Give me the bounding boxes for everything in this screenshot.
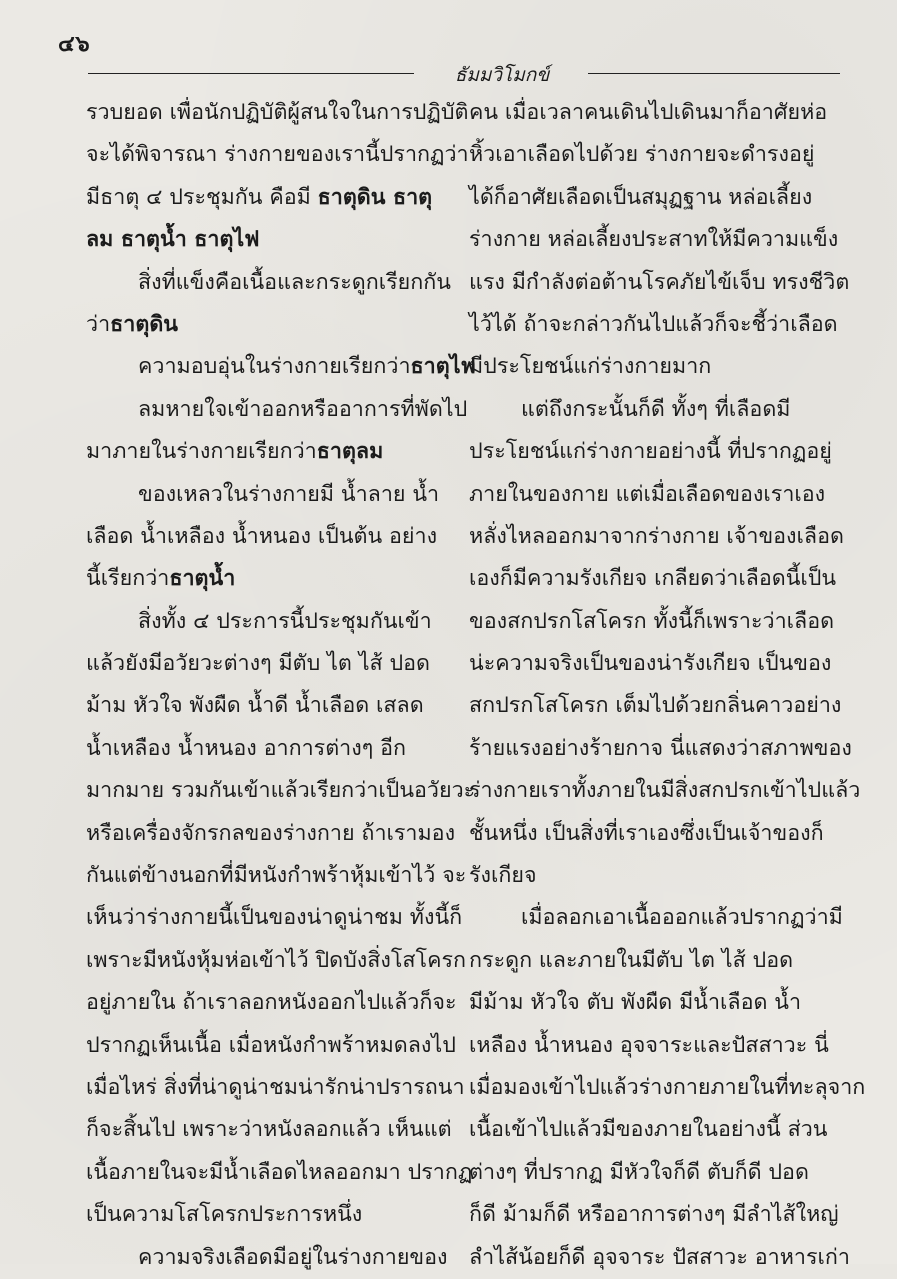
text-line (86, 685, 441, 727)
text-line (86, 1067, 465, 1109)
line-text: ของสกปรกโสโครก ทั้งนี้ก็เพราะว่าเลือด (469, 608, 835, 634)
text-line (469, 855, 825, 897)
line-text: ไว้ได้ ถ้าจะกล่าวกันไปแล้วก็จะชี้ว่าเลือด (469, 311, 838, 337)
line-text: แต่ถึงกระนั้นก็ดี ทั้งๆ ที่เลือดมี (521, 396, 791, 422)
text-line (469, 177, 825, 219)
text-line (469, 728, 852, 770)
line-text: ม้าม หัวใจ พังผืด น้ำดี น้ำเลือด เสลด (86, 693, 424, 719)
text-line (86, 770, 476, 812)
text-line (86, 134, 469, 176)
line-text: เป็นความโสโครกประการหนึ่ง (86, 1202, 363, 1228)
text-line (86, 601, 441, 643)
bold-term: ลม ธาตุน้ำ ธาตุไฟ (86, 227, 260, 253)
line-text: สกปรกโสโครก เต็มไปด้วยกลิ่นคาวอย่าง (469, 693, 842, 719)
text-line (86, 431, 441, 473)
text-line (469, 643, 832, 685)
line-text: ก็จะสิ้นไป เพราะว่าหนังลอกแล้ว เห็นแต่ (86, 1117, 452, 1143)
bold-term: ธาตุดิน ธาตุ (317, 184, 433, 210)
text-line (86, 982, 457, 1024)
text-line (469, 262, 850, 304)
line-text: เนื้อภายในจะมีน้ำเลือดไหลออกมา ปรากฏ (86, 1159, 473, 1185)
text-line (469, 134, 825, 176)
line-text: สิ่งทั้ง ๔ ประการนี้ประชุมกันเข้า (138, 608, 432, 634)
line-text: หรือเครื่องจักรกลของร่างกาย ถ้าเรามอง (86, 820, 456, 846)
line-text: มีม้าม หัวใจ ตับ พังผืด มีน้ำเลือด น้ำ (469, 990, 802, 1016)
line-text: ความจริงเลือดมีอยู่ในร่างกายของ (138, 1244, 448, 1270)
line-text: แล้วยังมีอวัยวะต่างๆ มีตับ ไต ไส้ ปอด (86, 651, 431, 677)
text-line (469, 1067, 866, 1109)
text-line (86, 855, 467, 897)
line-text: คน เมื่อเวลาคนเดินไปเดินมาก็อาศัยห่อ (469, 100, 828, 125)
text-line (469, 1194, 839, 1236)
line-text: ของเหลวในร่างกายมี น้ำลาย น้ำ (138, 481, 440, 507)
line-text: น้ำเหลือง น้ำหนอง อาการต่างๆ อีก (86, 735, 407, 761)
line-text: แรง มีกำลังต่อต้านโรคภัยไข้เจ็บ ทรงชีวิต (469, 269, 850, 295)
text-line (469, 940, 825, 982)
line-text: นี้เรียกว่า (86, 566, 170, 592)
text-line (469, 601, 835, 643)
line-text: ว่า (86, 311, 111, 337)
text-line (469, 474, 825, 516)
text-line (86, 516, 441, 558)
running-title: ธัมมวิโมกข์ (454, 64, 550, 86)
text-line (469, 813, 825, 855)
line-text: มีธาตุ ๔ ประชุมกัน คือมี (86, 184, 318, 210)
line-text: เมื่อลอกเอาเนื้อออกแล้วปรากฏว่ามี (521, 905, 843, 931)
line-text: อยู่ภายใน ถ้าเราลอกหนังออกไปแล้วก็จะ (86, 990, 457, 1016)
page-number: ๔๖ (58, 32, 91, 57)
line-text: ก็ดี ม้ามก็ดี หรืออาการต่างๆ มีลำไส้ใหญ่ (469, 1202, 839, 1228)
line-text: ร่างกาย หล่อเลี้ยงประสาทให้มีความแข็ง (469, 227, 839, 253)
text-line (469, 1109, 828, 1151)
text-line (86, 813, 456, 855)
line-text: ได้ก็อาศัยเลือดเป็นสมุฏฐาน หล่อเลี้ยง (469, 184, 813, 210)
text-line (86, 643, 441, 685)
line-text: น่ะความจริงเป็นของน่ารังเกียจ เป็นของ (469, 651, 832, 677)
left-text-column (86, 92, 476, 1279)
text-line (86, 304, 441, 346)
line-text: มีประโยชน์แก่ร่างกายมาก (469, 354, 712, 380)
line-text: ต่างๆ ที่ปรากฏ มีหัวใจก็ดี ตับก็ดี ปอด (469, 1159, 809, 1185)
text-line (469, 982, 825, 1024)
text-line (86, 940, 467, 982)
line-text: กันแต่ข้างนอกที่มีหนังกำพร้าหุ้มเข้าไว้ จะ (86, 863, 467, 889)
running-header (88, 60, 840, 90)
text-line (469, 304, 838, 346)
text-line (86, 1237, 448, 1279)
text-line (86, 219, 441, 261)
line-text: กระดูก และภายในมีตับ ไต ไส้ ปอด (469, 947, 794, 973)
text-line (469, 1237, 850, 1279)
line-text: ลำไส้น้อยก็ดี อุจจาระ ปัสสาวะ อาหารเก่า (469, 1244, 850, 1270)
text-line (86, 728, 441, 770)
text-line (469, 1025, 829, 1067)
line-text: เมื่อไหร่ สิ่งที่น่าดูน่าชมน่ารักน่าปรารถนา (86, 1074, 465, 1100)
text-line (469, 558, 837, 600)
line-text: ประโยชน์แก่ร่างกายอย่างนี้ ที่ปรากฏอยู่ (469, 439, 832, 465)
header-rule-right (588, 73, 840, 74)
bold-term: ธาตุน้ำ (169, 566, 236, 592)
text-line (86, 897, 463, 939)
line-text: เหลือง น้ำหนอง อุจจาระและปัสสาวะ นี่ (469, 1032, 829, 1058)
text-line (86, 558, 441, 600)
text-line (86, 1194, 441, 1236)
line-text: รวบยอด เพื่อนักปฏิบัติผู้สนใจในการปฏิบัติ (86, 100, 469, 125)
line-text: หลั่งไหลออกมาจากร่างกาย เจ้าของเลือด (469, 523, 844, 549)
line-text: ความอบอุ่นในร่างกายเรียกว่า (138, 354, 411, 380)
line-text: ร้ายแรงอย่างร้ายกาจ นี่แสดงว่าสภาพของ (469, 735, 852, 761)
text-line (86, 177, 441, 219)
text-line (469, 516, 844, 558)
line-text: ร่างกายเราทั้งภายในมีสิ่งสกปรกเข้าไปแล้ว (469, 778, 861, 804)
line-text: เองก็มีความรังเกียจ เกลียดว่าเลือดนี้เป็น (469, 566, 837, 592)
text-line (469, 685, 842, 727)
text-line (469, 1152, 825, 1194)
line-text: จะได้พิจารณา ร่างกายของเรานี้ปรากฏว่า (86, 142, 469, 168)
text-line (86, 1025, 456, 1067)
line-text: เมื่อมองเข้าไปแล้วร่างกายภายในที่ทะลุจาก (469, 1074, 866, 1100)
text-line (86, 346, 476, 388)
line-text: ปรากฏเห็นเนื้อ เมื่อหนังกำพร้าหมดลงไป (86, 1032, 456, 1058)
text-line (469, 770, 861, 812)
bold-term: ธาตุไฟ (410, 354, 476, 380)
line-text: เห็นว่าร่างกายนี้เป็นของน่าดูน่าชม ทั้งนี้ก็ (86, 905, 463, 931)
line-text: เพราะมีหนังหุ้มห่อเข้าไว้ ปิดบังสิ่งโสโครก (86, 947, 467, 973)
bold-term: ธาตุลม (316, 439, 384, 465)
text-line (469, 346, 825, 388)
header-rule-left (88, 73, 414, 74)
line-text: รังเกียจ (469, 863, 537, 889)
text-line (86, 1152, 473, 1194)
line-text: หิ้วเอาเลือดไปด้วย ร่างกายจะดำรงอยู่ (469, 142, 815, 168)
text-line (86, 389, 468, 431)
line-text: ลมหายใจเข้าออกหรืออาการที่พัดไป (138, 396, 468, 422)
text-line (469, 92, 828, 134)
right-text-column (469, 92, 866, 1279)
text-line (469, 431, 832, 473)
line-text: ภายในของกาย แต่เมื่อเลือดของเราเอง (469, 481, 826, 507)
line-text: มากมาย รวมกันเข้าแล้วเรียกว่าเป็นอวัยวะ (86, 778, 476, 804)
text-line (86, 474, 441, 516)
line-text: ชั้นหนึ่ง เป็นสิ่งที่เราเองซึ่งเป็นเจ้าของก็ (469, 820, 824, 846)
line-text: เนื้อเข้าไปแล้วมีของภายในอย่างนี้ ส่วน (469, 1117, 828, 1143)
text-line (469, 897, 843, 939)
text-line (469, 389, 825, 431)
bold-term: ธาตุดิน (110, 311, 178, 337)
text-line (86, 1109, 452, 1151)
text-line (86, 262, 451, 304)
text-line (86, 92, 469, 134)
line-text: มาภายในร่างกายเรียกว่า (86, 439, 317, 465)
text-line (469, 219, 839, 261)
line-text: สิ่งที่แข็งคือเนื้อและกระดูกเรียกกัน (138, 269, 451, 295)
line-text: เลือด น้ำเหลือง น้ำหนอง เป็นต้น อย่าง (86, 523, 438, 549)
